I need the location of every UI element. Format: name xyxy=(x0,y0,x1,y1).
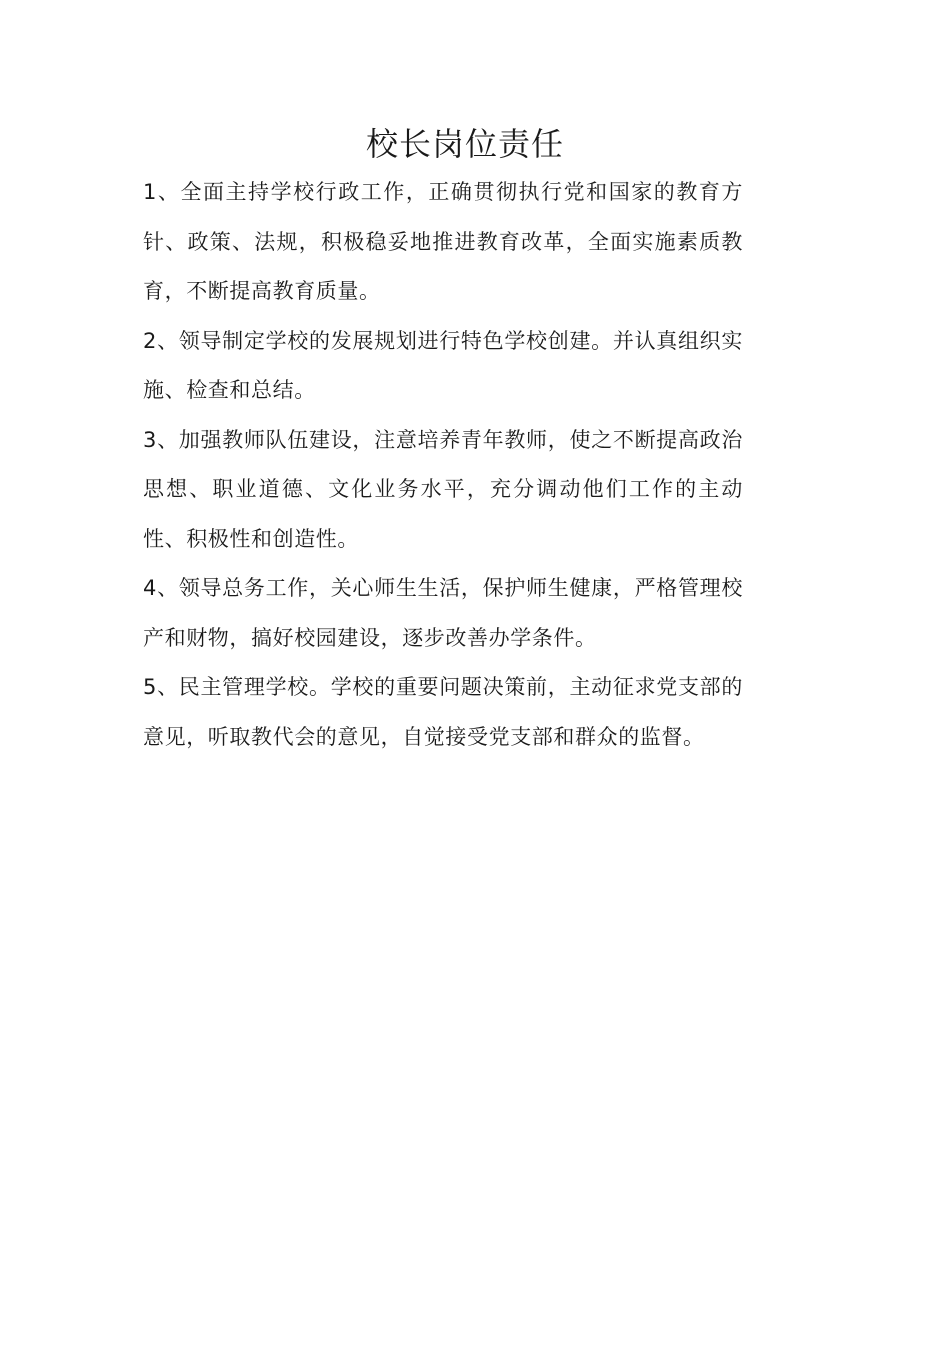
document-title: 校长岗位责任 xyxy=(365,125,564,163)
responsibility-list xyxy=(143,168,743,762)
responsibility-item-5: 5、民主管理学校。学校的重要问题决策前，主动征求党支部的意见，听取教代会的意见，自觉接受党支部和群众的监督。 xyxy=(143,675,743,749)
responsibility-item-1: 1、全面主持学校行政工作，正确贯彻执行党和国家的教育方针、政策、法规，积极稳妥地推进教育改革，全面实施素质教育，不断提高教育质量。 xyxy=(143,180,743,303)
responsibility-item-3: 3、加强教师队伍建设，注意培养青年教师，使之不断提高政治思想、职业道德、文化业务水平，充分调动他们工作的主动性、积极性和创造性。 xyxy=(143,427,743,551)
responsibility-item-2: 2、领导制定学校的发展规划进行特色学校创建。并认真组织实施、检查和总结。 xyxy=(143,328,743,402)
responsibility-item-4: 4、领导总务工作，关心师生生活，保护师生健康，严格管理校产和财物，搞好校园建设，逐步改善办学条件。 xyxy=(143,576,743,650)
